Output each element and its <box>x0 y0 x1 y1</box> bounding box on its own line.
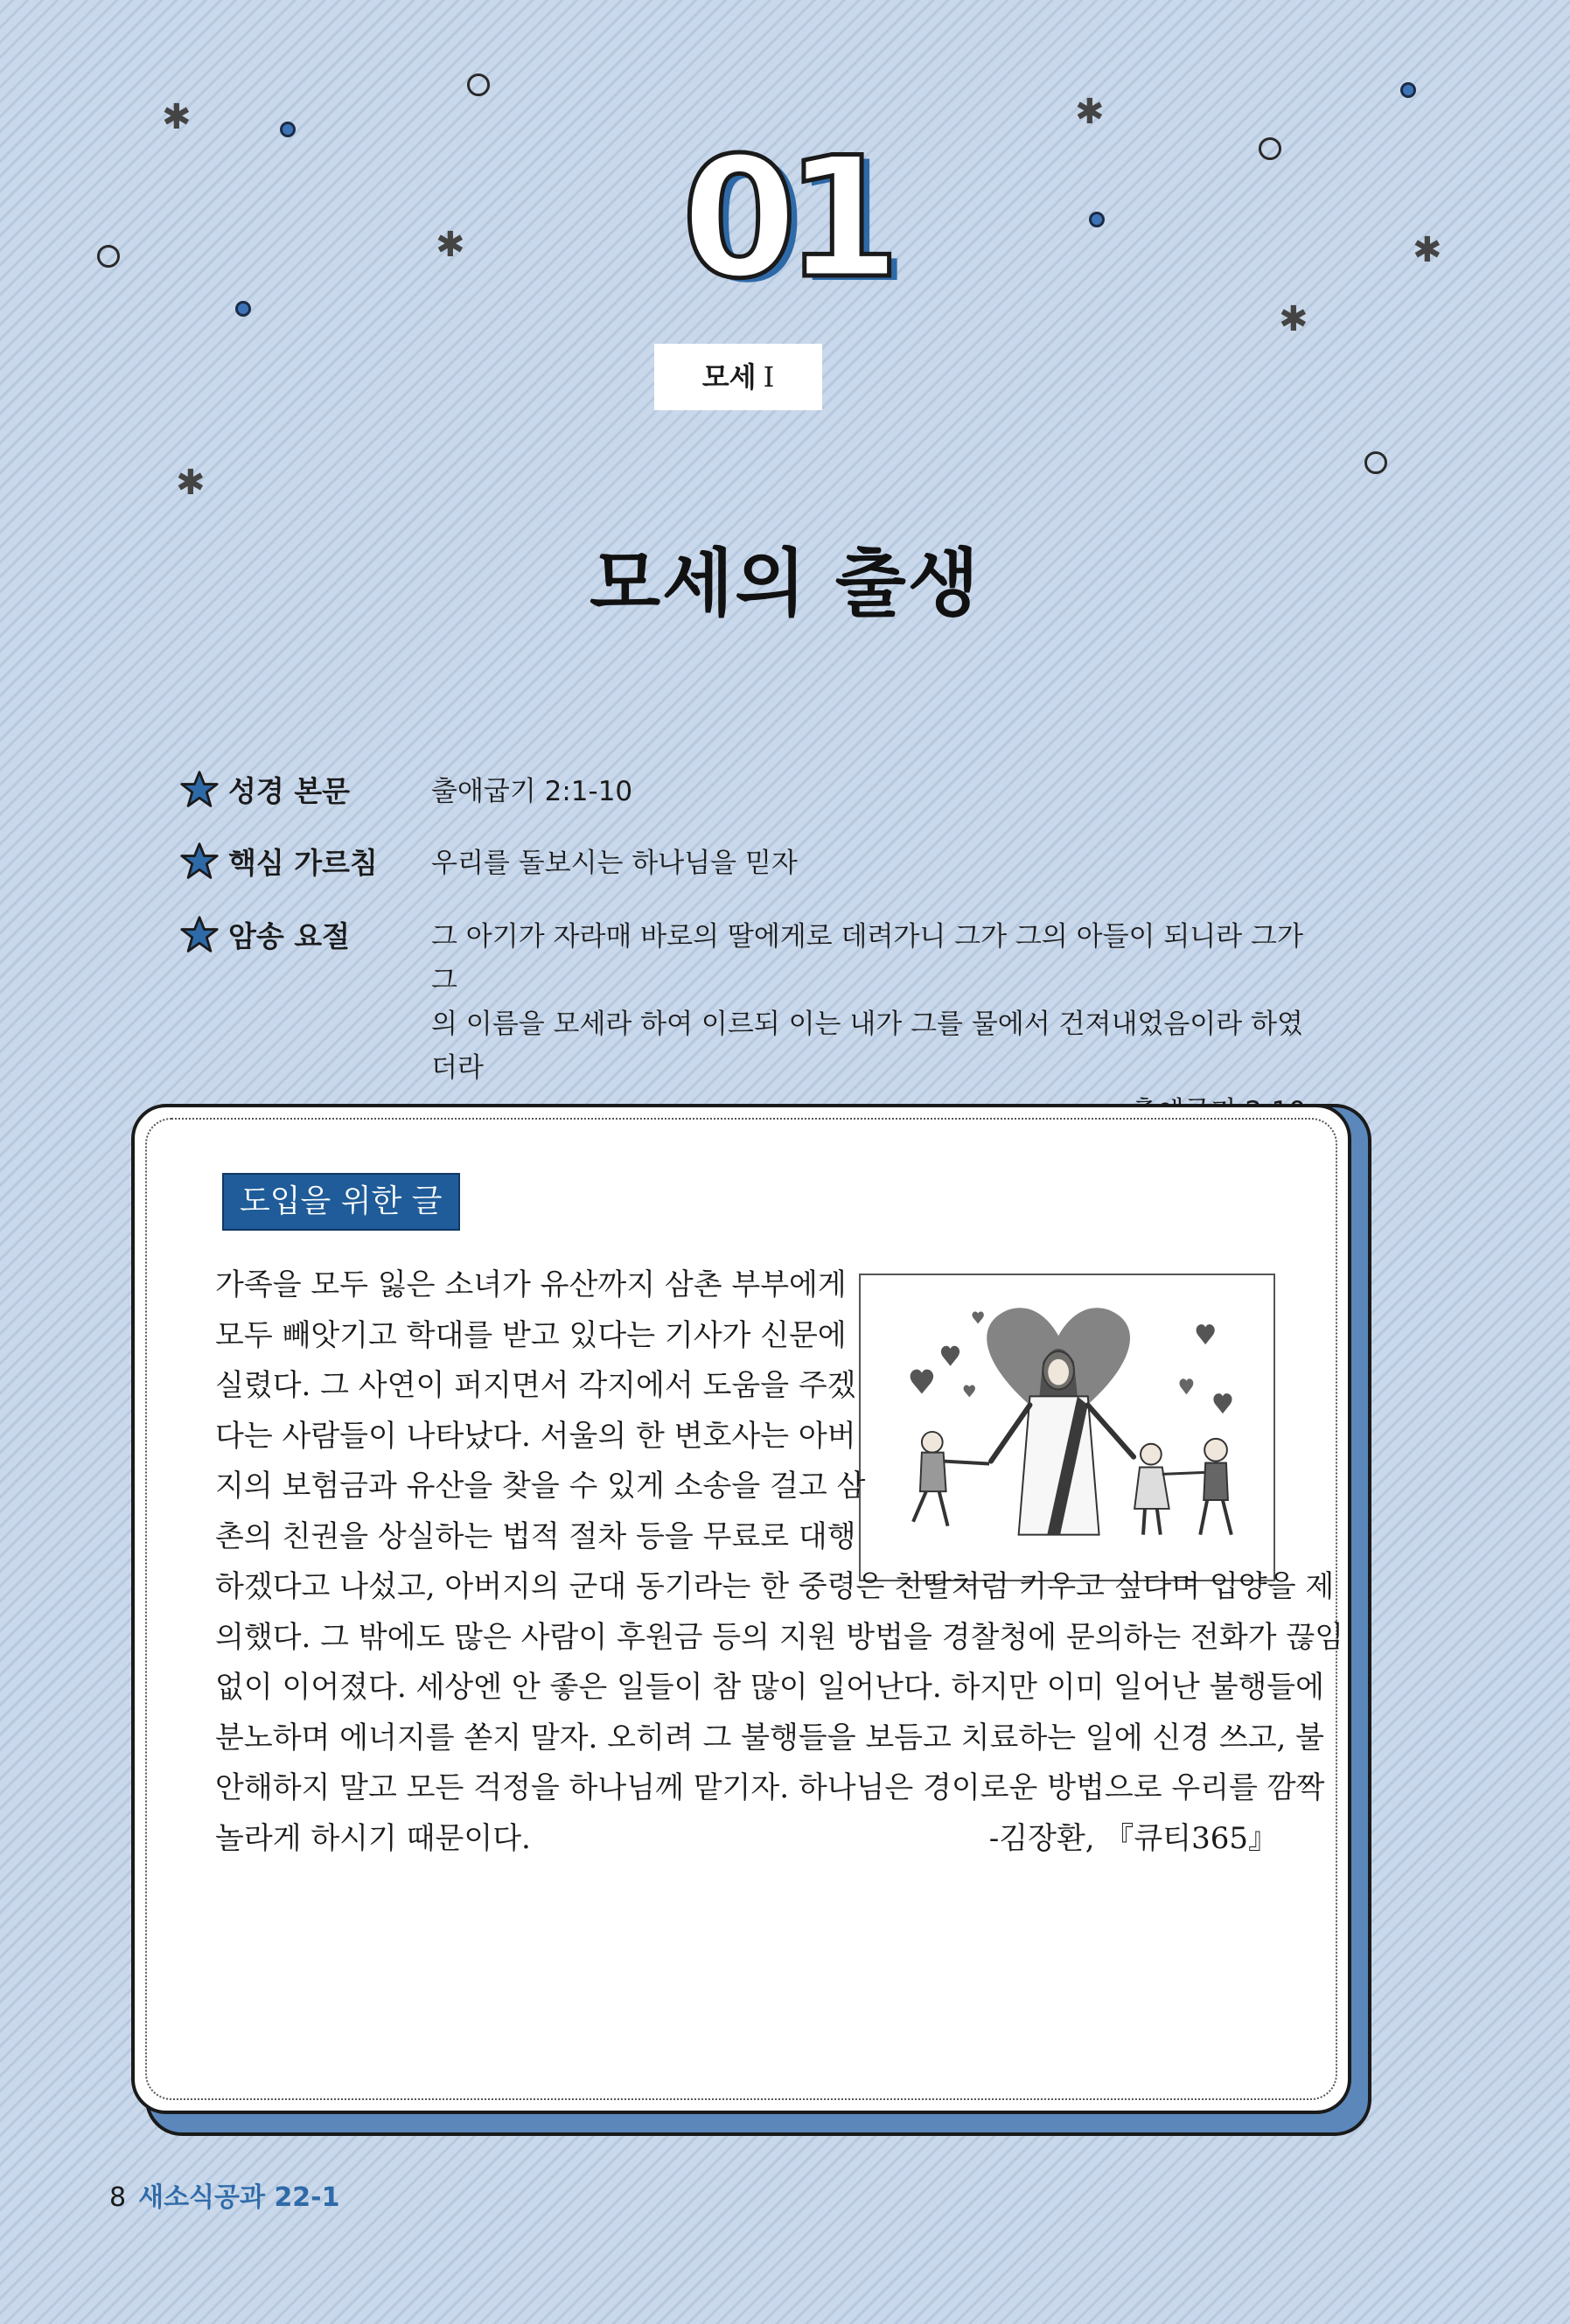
decor-asterisk: ✱ <box>1413 230 1442 270</box>
series-label <box>654 344 822 410</box>
star-icon <box>179 770 220 810</box>
meta-label: 성경 본문 <box>228 774 351 808</box>
decor-asterisk: ✱ <box>436 225 465 265</box>
meta-value: 우리를 돌보시는 하나님을 믿자 <box>431 848 798 879</box>
text-line: 놀라게 하시기 때문이다. <box>215 1820 531 1856</box>
text-last-line <box>215 1814 1278 1865</box>
star-icon <box>179 915 220 955</box>
intro-card <box>131 1104 1351 2114</box>
star-icon <box>179 841 220 882</box>
intro-heading: 도입을 위한 글 <box>222 1173 460 1231</box>
text-line: 모두 빼앗기고 학대를 받고 있다는 기사가 신문에 <box>215 1317 847 1353</box>
text-line: 분노하며 에너지를 쏟지 말자. 오히려 그 불행들을 보듬고 치료하는 일에 신경 쓰고, 불 <box>215 1720 1324 1755</box>
verse-line: 그 아기가 자라매 바로의 딸에게로 데려가니 그가 그의 아들이 되니라 그가 그 <box>431 921 1303 996</box>
decor-dot <box>1400 82 1416 98</box>
verse-line: 의 이름을 모세라 하여 이르되 이는 내가 그를 물에서 건져내었음이라 하였더라 <box>431 1008 1303 1084</box>
text-line: 가족을 모두 잃은 소녀가 유산까지 삼촌 부부에게 <box>215 1267 847 1302</box>
text-line: 의했다. 그 밖에도 많은 사람이 후원금 등의 지원 방법을 경찰청에 문의하는 전화가 끊임 <box>215 1619 1344 1655</box>
decor-asterisk: ✱ <box>1279 299 1308 339</box>
text-line: 실렸다. 그 사연이 퍼지면서 각지에서 도움을 주겠 <box>215 1368 856 1403</box>
attribution: -김장환, 『큐티365』 <box>988 1820 1278 1856</box>
text-line: 촌의 친권을 상실하는 법적 절차 등을 무료로 대행 <box>215 1518 856 1554</box>
lesson-title: 모세의 출생 <box>590 541 980 626</box>
decor-circle <box>467 73 490 96</box>
memory-verse <box>431 915 1306 1134</box>
text-line: 지의 보험금과 유산을 찾을 수 있게 소송을 걸고 삼 <box>215 1469 866 1504</box>
meta-label: 핵심 가르침 <box>228 846 378 880</box>
text-line: 없이 이어졌다. 세상엔 안 좋은 일들이 참 많이 일어난다. 하지만 이미 일어난 불행들에 <box>215 1670 1324 1705</box>
series-name: 모세 <box>701 360 757 394</box>
meta-row-memory-verse <box>179 915 1306 1134</box>
meta-label: 암송 요절 <box>228 919 351 953</box>
text-line: 하겠다고 나섰고, 아버지의 군대 동기라는 한 중령은 친딸처럼 키우고 싶다며 입양을 제 <box>215 1569 1335 1604</box>
meta-row-scripture <box>179 770 1306 813</box>
page-footer <box>109 2175 340 2214</box>
decor-asterisk: ✱ <box>162 97 192 137</box>
text-line: 안해하지 말고 모든 걱정을 하나님께 맡기자. 하나님은 경이로운 방법으로 우리를 깜짝 <box>215 1770 1325 1805</box>
text-line: 다는 사람들이 나타났다. 서울의 한 변호사는 아버 <box>215 1418 856 1454</box>
book-title: 새소식공과 22-1 <box>138 2182 340 2213</box>
decor-circle <box>1364 451 1387 474</box>
meta-row-key-teaching <box>179 841 1306 885</box>
series-numeral: Ⅰ <box>763 360 775 394</box>
intro-body-text <box>215 1260 1344 1864</box>
page-number: 8 <box>109 2182 127 2213</box>
meta-value: 출애굽기 2:1-10 <box>431 776 633 807</box>
decor-asterisk: ✱ <box>176 463 206 503</box>
decor-asterisk: ✱ <box>1075 92 1105 132</box>
chapter-number: 01 <box>681 122 889 315</box>
